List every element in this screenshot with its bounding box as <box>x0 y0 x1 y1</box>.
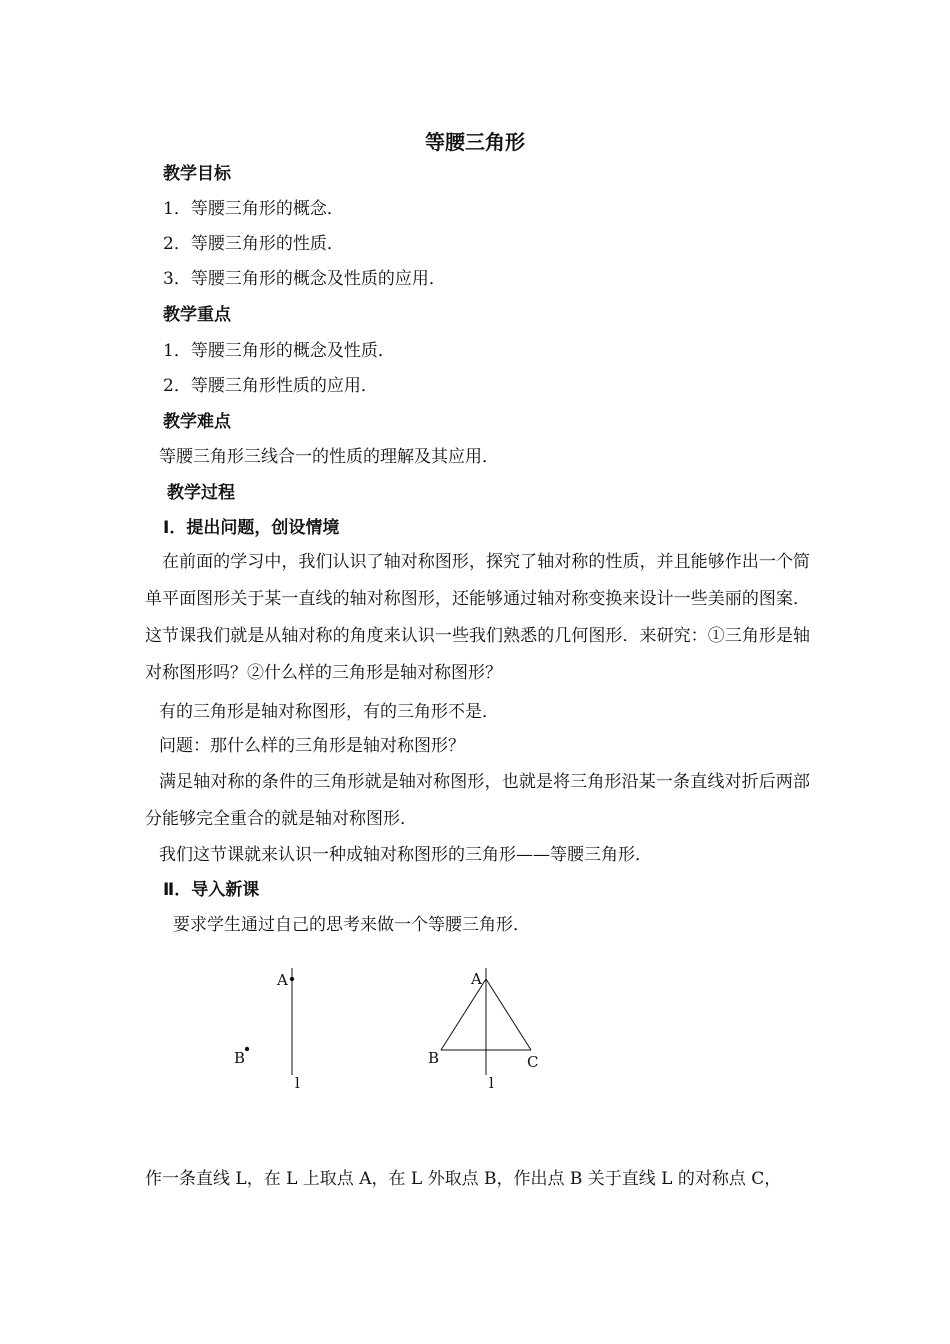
objectives-heading: 教学目标 <box>163 164 231 184</box>
section2-heading: Ⅱ．导入新课 <box>163 880 260 900</box>
right-label-line: l <box>489 1074 494 1092</box>
objective-item-2: 2．等腰三角形的性质． <box>163 234 344 254</box>
right-label-a: A <box>471 970 482 988</box>
left-label-b: B <box>234 1049 246 1067</box>
triangle-side-ab <box>441 979 486 1050</box>
process-heading: 教学过程 <box>167 483 235 503</box>
bottom-text: 作一条直线 L，在 L 上取点 A，在 L 外取点 B，作出点 B 关于直线 L 的对称点 C， <box>145 1169 782 1189</box>
section1-paragraph-1: 在前面的学习中，我们认识了轴对称图形，探究了轴对称的性质，并且能够作出一个简单平面图形关于某一直线的轴对称图形，还能够通过轴对称变换来设计一些美丽的图案．这节课我们就是从轴对称的角度来认识一些我们熟悉的几何图形．来研究：①三角形是轴对称图形吗？②什么样的三角形是轴对称图形？ <box>145 552 810 683</box>
section1-line-5: 我们这节课就来认识一种成轴对称图形的三角形——等腰三角形． <box>159 845 652 865</box>
left-label-a: A <box>277 971 288 989</box>
right-label-c: C <box>527 1053 539 1071</box>
difficulty-heading: 教学难点 <box>163 412 231 432</box>
difficulty-text: 等腰三角形三线合一的性质的理解及其应用． <box>159 447 499 467</box>
section1-paragraph-4: 满足轴对称的条件的三角形就是轴对称图形，也就是将三角形沿某一条直线对折后两部分能够完全重合的就是轴对称图形． <box>145 772 810 829</box>
key-point-item-2: 2．等腰三角形性质的应用． <box>163 376 378 396</box>
triangle-side-ac <box>486 979 531 1050</box>
section1-line-2: 有的三角形是轴对称图形，有的三角形不是． <box>159 702 499 722</box>
left-label-line: l <box>295 1074 300 1092</box>
section2-line-1: 要求学生通过自己的思考来做一个等腰三角形． <box>173 915 530 935</box>
key-point-item-1: 1．等腰三角形的概念及性质． <box>163 341 395 361</box>
left-point-a <box>290 977 294 981</box>
objective-item-1: 1．等腰三角形的概念． <box>163 199 344 219</box>
section1-line-3: 问题：那什么样的三角形是轴对称图形？ <box>159 736 465 756</box>
left-point-b <box>245 1047 249 1051</box>
objective-item-3: 3．等腰三角形的概念及性质的应用． <box>163 269 446 289</box>
section1-heading: Ⅰ．提出问题，创设情境 <box>163 518 340 538</box>
right-label-b: B <box>428 1049 440 1067</box>
page-title: 等腰三角形 <box>425 130 525 154</box>
key-points-heading: 教学重点 <box>163 305 231 325</box>
